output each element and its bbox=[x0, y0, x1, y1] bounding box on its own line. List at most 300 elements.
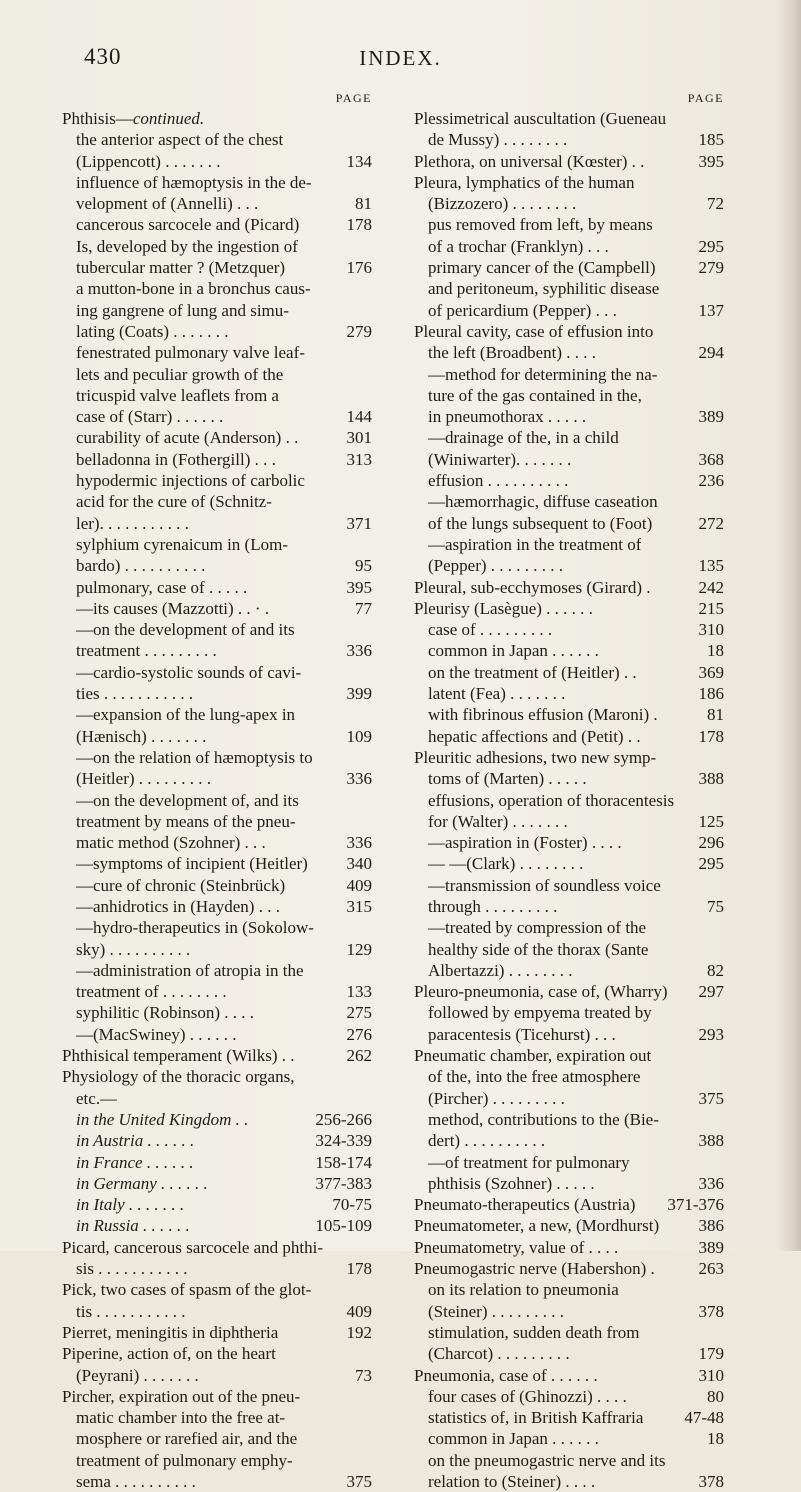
index-entry-text: relation to (Steiner) . . . . bbox=[428, 1472, 596, 1491]
index-entry-text: sky) . . . . . . . . . . bbox=[76, 939, 191, 959]
index-entry-text: sylphium cyrenaicum in (Lom- bbox=[76, 534, 288, 554]
index-entry bbox=[62, 1024, 372, 1045]
index-entry bbox=[62, 1471, 372, 1492]
index-entry bbox=[62, 598, 372, 619]
index-entry bbox=[62, 811, 372, 832]
index-entry-text: —hæmorrhagic, diffuse caseation bbox=[428, 492, 658, 512]
index-entry bbox=[62, 172, 372, 193]
index-entry bbox=[414, 981, 724, 1002]
index-entry-page: 47-48 bbox=[684, 1408, 724, 1428]
index-entry bbox=[414, 491, 724, 512]
index-entry-text: Phthisical temperament (Wilks) . . bbox=[62, 1046, 295, 1066]
index-entry bbox=[62, 470, 372, 491]
left-entries bbox=[62, 108, 372, 1492]
index-entry bbox=[414, 1215, 724, 1236]
index-entry bbox=[62, 193, 372, 214]
index-entry-text: lets and peculiar growth of the bbox=[76, 364, 284, 384]
index-entry-page: 185 bbox=[698, 130, 724, 150]
index-entry-text: effusion . . . . . . . . . . bbox=[428, 471, 569, 491]
index-entry bbox=[414, 960, 724, 981]
index-entry-text: velopment of (Annelli) . . . bbox=[76, 194, 259, 214]
index-entry-text: in Italy . . . . . . . bbox=[76, 1195, 185, 1215]
index-entry bbox=[414, 108, 724, 129]
index-entry bbox=[414, 896, 724, 917]
index-entry-page: 369 bbox=[698, 662, 724, 682]
index-entry-page: 375 bbox=[698, 1088, 724, 1108]
index-entry bbox=[62, 853, 372, 874]
index-entry bbox=[414, 406, 724, 427]
index-entry bbox=[414, 1024, 724, 1045]
index-entry bbox=[62, 1109, 372, 1130]
index-entry bbox=[62, 555, 372, 576]
index-entry-page: 340 bbox=[346, 854, 372, 874]
index-entry bbox=[62, 1173, 372, 1194]
index-entry-page: 272 bbox=[698, 513, 724, 533]
index-entry-text: ler). . . . . . . . . . . bbox=[76, 513, 189, 533]
index-entry bbox=[62, 1279, 372, 1300]
index-entry-text: —aspiration in the treatment of bbox=[428, 534, 642, 554]
column-heading-page: PAGE bbox=[335, 91, 372, 105]
index-entry-page: 279 bbox=[346, 321, 372, 341]
index-entry bbox=[414, 939, 724, 960]
index-entry bbox=[414, 917, 724, 938]
index-entry bbox=[414, 1386, 724, 1407]
index-entry-text: statistics of, in British Kaffraria bbox=[428, 1408, 644, 1428]
index-entry bbox=[62, 1322, 372, 1343]
index-entry-text: —of treatment for pulmonary bbox=[428, 1152, 630, 1172]
index-entry bbox=[62, 1002, 372, 1023]
index-entry bbox=[62, 406, 372, 427]
index-entry-text: Plethora, on universal (Kœster) . . bbox=[414, 151, 645, 171]
index-entry bbox=[414, 385, 724, 406]
index-entry bbox=[414, 704, 724, 725]
index-entry-text: ture of the gas contained in the, bbox=[428, 385, 642, 405]
index-entry-text: treatment . . . . . . . . . bbox=[76, 641, 217, 661]
index-entry-page: 368 bbox=[698, 449, 724, 469]
index-entry-page: 144 bbox=[346, 407, 372, 427]
index-entry bbox=[62, 257, 372, 278]
index-entry-text: pus removed from left, by means bbox=[428, 215, 653, 235]
index-entry bbox=[62, 1152, 372, 1173]
index-entry-page: 129 bbox=[346, 939, 372, 959]
index-entry-page: 386 bbox=[698, 1216, 724, 1236]
index-entry bbox=[414, 1428, 724, 1449]
page-header bbox=[0, 44, 801, 74]
index-entry-text: (Steiner) . . . . . . . . . bbox=[428, 1301, 564, 1321]
index-entry-text: (Bizzozero) . . . . . . . . bbox=[428, 194, 577, 214]
index-entry bbox=[414, 172, 724, 193]
running-title: INDEX. bbox=[359, 46, 442, 70]
index-entry bbox=[62, 1450, 372, 1471]
index-entry-page: 186 bbox=[698, 684, 724, 704]
index-entry-text: (Peyrani) . . . . . . . bbox=[76, 1365, 199, 1385]
index-entry bbox=[62, 300, 372, 321]
index-entry-text: —expansion of the lung-apex in bbox=[76, 705, 296, 725]
index-entry-text: latent (Fea) . . . . . . . bbox=[428, 684, 566, 704]
index-entry-text: of pericardium (Pepper) . . . bbox=[428, 300, 617, 320]
index-entry-page: 262 bbox=[346, 1046, 372, 1066]
index-entry bbox=[62, 832, 372, 853]
index-entry-page: 301 bbox=[346, 428, 372, 448]
index-entry bbox=[414, 278, 724, 299]
index-entry-text: on its relation to pneumonia bbox=[428, 1280, 619, 1300]
index-column-left bbox=[62, 88, 372, 1492]
index-entry bbox=[414, 1450, 724, 1471]
index-entry bbox=[414, 427, 724, 448]
index-entry-text: phthisis (Szohner) . . . . . bbox=[428, 1173, 595, 1193]
index-entry bbox=[62, 939, 372, 960]
index-entry-text: hypodermic injections of carbolic bbox=[76, 471, 305, 491]
index-entry bbox=[414, 1301, 724, 1322]
index-entry bbox=[62, 1066, 372, 1087]
index-entry bbox=[414, 1237, 724, 1258]
index-entry bbox=[62, 427, 372, 448]
index-entry bbox=[414, 1066, 724, 1087]
index-entry-text: Pierret, meningitis in diphtheria bbox=[62, 1322, 279, 1342]
index-entry-text: (Hænisch) . . . . . . . bbox=[76, 726, 207, 746]
index-entry-text: the anterior aspect of the chest bbox=[76, 130, 284, 150]
index-entry-text: bardo) . . . . . . . . . . bbox=[76, 556, 206, 576]
index-entry-page: 336 bbox=[698, 1173, 724, 1193]
index-entry bbox=[62, 790, 372, 811]
index-entry-page: 293 bbox=[698, 1024, 724, 1044]
index-entry-page: 297 bbox=[698, 982, 724, 1002]
index-entry-text: common in Japan . . . . . . bbox=[428, 641, 599, 661]
index-entry-page: 389 bbox=[698, 407, 724, 427]
index-entry-text: Pneumato-therapeutics (Austria) bbox=[414, 1195, 636, 1215]
index-entry-page: 336 bbox=[346, 833, 372, 853]
index-entry-page: 377-383 bbox=[315, 1173, 372, 1193]
index-entry bbox=[62, 1215, 372, 1236]
index-entry-text: —administration of atropia in the bbox=[76, 960, 304, 980]
index-entry bbox=[414, 470, 724, 491]
index-entry-page: 133 bbox=[346, 982, 372, 1002]
index-entry-text: on the pneumogastric nerve and its bbox=[428, 1450, 666, 1470]
index-entry-text: —aspiration in (Foster) . . . . bbox=[428, 833, 622, 853]
index-entry-text: for (Walter) . . . . . . . bbox=[428, 811, 568, 831]
column-heading-page: PAGE bbox=[687, 91, 724, 105]
index-entry-page: 336 bbox=[346, 769, 372, 789]
index-entry bbox=[414, 598, 724, 619]
index-entry-page: 294 bbox=[698, 343, 724, 363]
index-entry-text: matic method (Szohner) . . . bbox=[76, 833, 266, 853]
index-entry-text: with fibrinous effusion (Maroni) . bbox=[428, 705, 658, 725]
index-entry-page: 125 bbox=[698, 811, 724, 831]
index-entry-page: 70-75 bbox=[332, 1195, 372, 1215]
index-entry-page: 77 bbox=[355, 598, 372, 618]
index-entry-page: 388 bbox=[698, 1131, 724, 1151]
index-entry-text: four cases of (Ghinozzi) . . . . bbox=[428, 1386, 627, 1406]
index-entry bbox=[62, 214, 372, 235]
index-entry bbox=[414, 1322, 724, 1343]
index-entry bbox=[414, 300, 724, 321]
index-entry bbox=[414, 1002, 724, 1023]
index-entry bbox=[62, 875, 372, 896]
index-entry bbox=[62, 640, 372, 661]
index-entry-text: —on the development of and its bbox=[76, 620, 295, 640]
index-entry-text: a mutton-bone in a bronchus caus- bbox=[76, 279, 311, 299]
index-entry bbox=[414, 832, 724, 853]
index-entry-text: Pneumonia, case of . . . . . . bbox=[414, 1365, 598, 1385]
index-entry bbox=[62, 236, 372, 257]
index-entry bbox=[414, 321, 724, 342]
index-entry-text: hepatic affections and (Petit) . . bbox=[428, 726, 641, 746]
index-entry bbox=[62, 129, 372, 150]
index-entry-text: etc.— bbox=[76, 1088, 118, 1108]
index-entry bbox=[414, 236, 724, 257]
index-entry bbox=[414, 640, 724, 661]
index-entry-text: case of (Starr) . . . . . . bbox=[76, 407, 224, 427]
index-entry bbox=[62, 534, 372, 555]
index-entry-text: Is, developed by the ingestion of bbox=[76, 236, 298, 256]
index-entry-text: in pneumothorax . . . . . bbox=[428, 407, 587, 427]
index-entry-text: cancerous sarcocele and (Picard) bbox=[76, 215, 300, 235]
index-entry bbox=[414, 577, 724, 598]
index-entry-text: Picard, cancerous sarcocele and phthi- bbox=[62, 1237, 324, 1257]
index-entry-text: Pneumogastric nerve (Habershon) . bbox=[414, 1259, 655, 1279]
index-entry-page: 295 bbox=[698, 854, 724, 874]
page-number: 430 bbox=[84, 44, 122, 69]
index-entry-text: —its causes (Mazzotti) . . · . bbox=[76, 598, 270, 618]
index-entry-text: treatment of . . . . . . . . bbox=[76, 982, 227, 1002]
index-entry bbox=[414, 747, 724, 768]
index-entry-text: of the, into the free atmosphere bbox=[428, 1067, 641, 1087]
index-entry-page: 72 bbox=[707, 194, 724, 214]
index-entry bbox=[414, 449, 724, 470]
index-entry-text: in Russia . . . . . . bbox=[76, 1216, 190, 1236]
index-entry bbox=[414, 1471, 724, 1492]
index-entry-page: 296 bbox=[698, 833, 724, 853]
index-entry-page: 242 bbox=[698, 577, 724, 597]
index-entry-text: through . . . . . . . . . bbox=[428, 896, 558, 916]
index-entry-text: Pleural cavity, case of effusion into bbox=[414, 321, 654, 341]
index-entry bbox=[414, 1343, 724, 1364]
index-entry-page: 176 bbox=[346, 258, 372, 278]
index-entry-page: 81 bbox=[707, 705, 724, 725]
index-entry bbox=[414, 790, 724, 811]
index-entry bbox=[414, 129, 724, 150]
index-entry-page: 275 bbox=[346, 1003, 372, 1023]
index-entry bbox=[414, 1088, 724, 1109]
index-entry-text: dert) . . . . . . . . . . bbox=[428, 1131, 546, 1151]
index-entry-text: the left (Broadbent) . . . . bbox=[428, 343, 597, 363]
index-entry bbox=[414, 513, 724, 534]
index-entry-page: 276 bbox=[346, 1024, 372, 1044]
index-entry-text: belladonna in (Fothergill) . . . bbox=[76, 449, 276, 469]
index-entry bbox=[62, 321, 372, 342]
index-entry-text: ing gangrene of lung and simu- bbox=[76, 300, 289, 320]
index-entry bbox=[414, 619, 724, 640]
index-entry-text: Phthisis—continued. bbox=[62, 109, 205, 128]
index-entry-text: treatment of pulmonary emphy- bbox=[76, 1450, 293, 1470]
page-edge bbox=[779, 0, 801, 1251]
index-entry-text: on the treatment of (Heitler) . . bbox=[428, 662, 637, 682]
index-entry bbox=[62, 747, 372, 768]
index-entry-page: 279 bbox=[698, 258, 724, 278]
index-entry bbox=[62, 364, 372, 385]
index-entry-page: 371-376 bbox=[667, 1195, 724, 1215]
index-column-right bbox=[414, 88, 724, 1492]
index-entry bbox=[62, 1045, 372, 1066]
index-entry bbox=[414, 151, 724, 172]
index-entry bbox=[414, 534, 724, 555]
index-entry-page: 18 bbox=[707, 641, 724, 661]
index-entry-text: —method for determining the na- bbox=[428, 364, 658, 384]
index-entry-page: 313 bbox=[346, 449, 372, 469]
index-entry-page: 178 bbox=[346, 1259, 372, 1279]
index-entry-page: 178 bbox=[698, 726, 724, 746]
index-entry-text: sis . . . . . . . . . . . bbox=[76, 1259, 188, 1279]
index-entry-page: 236 bbox=[698, 471, 724, 491]
index-entry bbox=[62, 619, 372, 640]
index-entry bbox=[62, 513, 372, 534]
index-entry-page: 18 bbox=[707, 1429, 724, 1449]
index-entry-text: acid for the cure of (Schnitz- bbox=[76, 492, 272, 512]
index-entry-text: pulmonary, case of . . . . . bbox=[76, 577, 248, 597]
index-entry-text: in Germany . . . . . . bbox=[76, 1173, 208, 1193]
index-entry bbox=[62, 1386, 372, 1407]
index-entry bbox=[414, 342, 724, 363]
index-entry-text: effusions, operation of thoracentesis bbox=[428, 790, 675, 810]
index-entry-text: case of . . . . . . . . . bbox=[428, 620, 553, 640]
index-entry-text: lating (Coats) . . . . . . . bbox=[76, 321, 229, 341]
index-entry bbox=[414, 1109, 724, 1130]
index-entry bbox=[62, 1428, 372, 1449]
index-entry-text: paracentesis (Ticehurst) . . . bbox=[428, 1024, 616, 1044]
index-entry-text: Pneumatometer, a new, (Mordhurst) bbox=[414, 1216, 660, 1236]
index-entry bbox=[62, 1365, 372, 1386]
index-entry-page: 82 bbox=[707, 960, 724, 980]
index-entry-text: Pleurisy (Lasègue) . . . . . . bbox=[414, 598, 593, 618]
index-entry bbox=[62, 704, 372, 725]
index-entry-page: 109 bbox=[346, 726, 372, 746]
index-entry-text: matic chamber into the free at- bbox=[76, 1408, 286, 1428]
index-entry bbox=[62, 1258, 372, 1279]
index-entry-page: 409 bbox=[346, 1301, 372, 1321]
index-entry bbox=[414, 875, 724, 896]
index-entry-text: toms of (Marten) . . . . . bbox=[428, 769, 587, 789]
index-entry-text: common in Japan . . . . . . bbox=[428, 1429, 599, 1449]
index-entry-text: in Austria . . . . . . bbox=[76, 1131, 195, 1151]
index-entry-page: 388 bbox=[698, 769, 724, 789]
index-entry-text: —treated by compression of the bbox=[428, 918, 647, 938]
index-entry-page: 179 bbox=[698, 1344, 724, 1364]
index-entry-page: 371 bbox=[346, 513, 372, 533]
index-entry-page: 73 bbox=[355, 1365, 372, 1385]
index-entry bbox=[62, 342, 372, 363]
index-entry bbox=[62, 1088, 372, 1109]
index-entry-page: 105-109 bbox=[315, 1216, 372, 1236]
index-entry-text: fenestrated pulmonary valve leaf- bbox=[76, 343, 305, 363]
index-entry-text: method, contributions to the (Bie- bbox=[428, 1109, 659, 1129]
index-entry-page: 375 bbox=[346, 1472, 372, 1491]
index-entry-page: 310 bbox=[698, 1365, 724, 1385]
index-entry bbox=[62, 768, 372, 789]
index-entry-text: influence of hæmoptysis in the de- bbox=[76, 172, 312, 192]
index-entry bbox=[414, 662, 724, 683]
index-entry bbox=[62, 577, 372, 598]
index-entry bbox=[414, 1365, 724, 1386]
index-entry-text: followed by empyema treated by bbox=[428, 1003, 652, 1023]
index-entry-text: syphilitic (Robinson) . . . . bbox=[76, 1003, 255, 1023]
index-entry bbox=[414, 1194, 724, 1215]
index-entry bbox=[62, 151, 372, 172]
index-entry-text: primary cancer of the (Campbell) bbox=[428, 258, 656, 278]
index-entry-text: (Charcot) . . . . . . . . . bbox=[428, 1344, 570, 1364]
index-entry bbox=[62, 108, 372, 129]
index-entry-page: 389 bbox=[698, 1237, 724, 1257]
index-entry-text: mosphere or rarefied air, and the bbox=[76, 1429, 298, 1449]
index-entry-page: 95 bbox=[355, 556, 372, 576]
index-entry bbox=[62, 1237, 372, 1258]
index-entry bbox=[414, 683, 724, 704]
index-entry-page: 135 bbox=[698, 556, 724, 576]
index-entry-page: 178 bbox=[346, 215, 372, 235]
index-entry-text: tis . . . . . . . . . . . bbox=[76, 1301, 186, 1321]
right-entries bbox=[414, 108, 724, 1492]
index-entry bbox=[62, 662, 372, 683]
index-entry-text: healthy side of the thorax (Sante bbox=[428, 939, 649, 959]
index-entry bbox=[62, 491, 372, 512]
index-entry-page: 81 bbox=[355, 194, 372, 214]
index-entry-text: curability of acute (Anderson) . . bbox=[76, 428, 299, 448]
index-entry-page: 409 bbox=[346, 875, 372, 895]
index-entry-text: Physiology of the thoracic organs, bbox=[62, 1067, 295, 1087]
index-entry-page: 80 bbox=[707, 1386, 724, 1406]
index-entry-text: Pneumatometry, value of . . . . bbox=[414, 1237, 619, 1257]
index-entry-page: 158-174 bbox=[315, 1152, 372, 1172]
index-entry-page: 215 bbox=[698, 598, 724, 618]
index-entry-text: in France . . . . . . bbox=[76, 1152, 194, 1172]
index-entry-text: in the United Kingdom . . bbox=[76, 1109, 249, 1129]
index-entry-text: Piperine, action of, on the heart bbox=[62, 1344, 276, 1364]
index-entry-page: 336 bbox=[346, 641, 372, 661]
index-entry bbox=[414, 193, 724, 214]
index-entry bbox=[414, 1045, 724, 1066]
index-entry bbox=[414, 811, 724, 832]
index-entry-page: 75 bbox=[707, 896, 724, 916]
index-entry-text: — —(Clark) . . . . . . . . bbox=[428, 854, 584, 874]
index-entry bbox=[62, 1130, 372, 1151]
index-entry-page: 324-339 bbox=[315, 1131, 372, 1151]
index-entry-text: Pleuro-pneumonia, case of, (Wharry) bbox=[414, 982, 668, 1002]
index-entry bbox=[62, 1343, 372, 1364]
index-entry-page: 395 bbox=[698, 151, 724, 171]
index-entry-page: 395 bbox=[346, 577, 372, 597]
index-entry bbox=[62, 1407, 372, 1428]
index-entry-page: 256-266 bbox=[315, 1109, 372, 1129]
index-entry-text: Pleural, sub-ecchymoses (Girard) . bbox=[414, 577, 651, 597]
index-entry-text: of the lungs subsequent to (Foot) bbox=[428, 513, 653, 533]
index-entry bbox=[62, 896, 372, 917]
index-entry-text: —hydro-therapeutics in (Sokolow- bbox=[76, 918, 314, 938]
index-entry-text: treatment by means of the pneu- bbox=[76, 811, 296, 831]
index-entry bbox=[414, 214, 724, 235]
index-entry bbox=[62, 449, 372, 470]
index-entry-text: of a trochar (Franklyn) . . . bbox=[428, 236, 609, 256]
index-entry-page: 137 bbox=[698, 300, 724, 320]
index-entry bbox=[414, 768, 724, 789]
index-entry-page: 378 bbox=[698, 1472, 724, 1491]
index-entry-text: (Pircher) . . . . . . . . . bbox=[428, 1088, 565, 1108]
index-entry bbox=[62, 981, 372, 1002]
index-entry bbox=[62, 683, 372, 704]
index-entry-text: (Heitler) . . . . . . . . . bbox=[76, 769, 212, 789]
index-entry-text: Pneumatic chamber, expiration out bbox=[414, 1046, 652, 1066]
index-entry-page: 263 bbox=[698, 1259, 724, 1279]
index-entry-page: 310 bbox=[698, 620, 724, 640]
index-entry bbox=[62, 726, 372, 747]
